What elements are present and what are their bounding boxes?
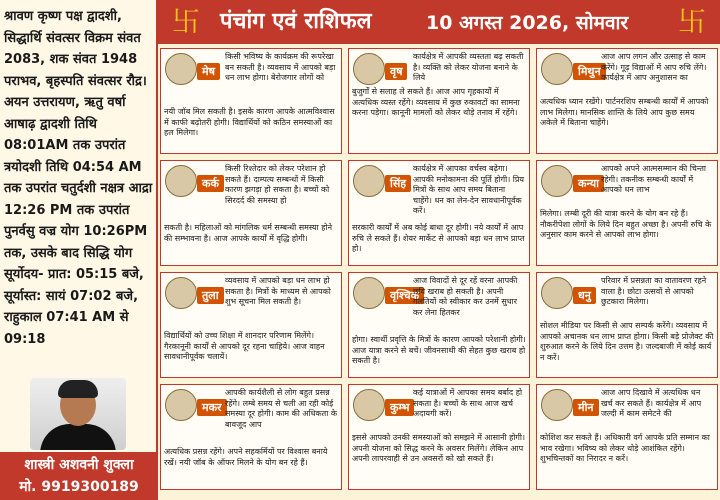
archer-icon — [541, 277, 573, 309]
rashi-text: आज विवादों से दूर रहें वरना आपकी छवि खराब हो सकती है। अपनी गलतियों को स्वीकार कर उनमें सुधार कर लेना हितकर — [413, 276, 518, 317]
rashi-text-cont: होगा। स्वार्थी प्रवृत्ति के मित्रों के कारण आपको परेशानी होगी। आज यात्रा करने से बचें। जीवनसाथी की सेहत कुछ खराब हो सकती है। — [352, 335, 526, 365]
page-date: 10 अगस्त 2026, सोमवार — [426, 12, 629, 34]
astrologer-phone: मो. 9919300189 — [19, 479, 139, 495]
rashi-text-cont: सोशल मीडिया पर किसी से आप सम्पर्क करेंगे। व्यवसाय में आपको अचानक धन लाभ प्राप्त होगा। किसी बड़े प्रोजेक्ट की शुरुआत करने के लिये दिन उत्तम है। जल्दबाजी में कोई कार्य न करें। — [540, 321, 714, 362]
rashi-card-dhanu — [536, 272, 718, 378]
rashi-text: कार्यक्षेत्र में आपका वर्चस्व बढ़ेगा। आपकी मनोकामना की पूर्ति होगी। प्रिय मित्रों के साथ आप समय बिताना चाहेंगे। धन का लेन-देन सावधानीपूर्वक करें। — [413, 164, 525, 215]
rashi-text-cont: विद्यार्थियों को उच्च शिक्षा में शानदार परिणाम मिलेंगे। गैरकानूनी कार्यों से आपको दूर रहना चाहिये। आज वाहन सावधानीपूर्वक चलायें। — [164, 331, 325, 361]
rashi-text: किसी भविष्य के कार्यक्रम की रूपरेखा बन सकती है। व्यवसाय में आपको बड़ा धन लाभ होगा। बेरोजगार लोगों को — [225, 52, 336, 82]
rashi-card-kanya — [536, 160, 718, 266]
twins-icon — [541, 53, 573, 85]
rashi-name: सिंह — [385, 175, 411, 192]
rashi-text: कई यात्राओं में आपका समय बर्बाद हो सकता है। बच्चों के साथ आज खर्च अदायगी करें। — [413, 388, 523, 418]
scales-icon — [165, 277, 197, 309]
rashi-name: कुम्भ — [385, 399, 414, 416]
rashi-card-tula — [160, 272, 342, 378]
pitcher-icon — [353, 389, 385, 421]
rashi-name: वृश्चिक — [385, 287, 424, 304]
rashi-card-makar — [160, 384, 342, 490]
rashi-name: मीन — [573, 399, 599, 416]
rashi-text: परिवार में प्रसन्नता का वातावरण रहने वाला है। छोटा उत्सवों से आपको छुटकारा मिलेगा। — [601, 276, 707, 306]
rashi-card-singh — [348, 160, 530, 266]
rashi-card-mesh — [160, 48, 342, 154]
rashi-name: मेष — [197, 63, 220, 80]
rashi-name: धनु — [573, 287, 596, 304]
panchang-text: श्रावण कृष्ण पक्ष द्वादशी, सिद्धार्थि संवत्सर विक्रम संवत 2083, शक संवत 1948 पराभव, बृहस्पति संवत्सर रौद्र। अयन उत्तरायण, ऋतु वर्षा आषाढ़ द्वादशी तिथि 08:01AM तक उपरांत त्रयोदशी तिथि 04:54 AM तक उपरांत चतुर्दशी नक्षत्र आद्रा 12:26 PM तक उपरांत पुनर्वसु वज्र योग 10:26PM तक, उसके बाद सिद्धि योग सूर्योदय- प्रात: 05:15 बजे, सूर्यास्त: सायं 07:02 बजे, राहुकाल 07:41 AM से 09:18 — [4, 9, 153, 347]
ram-icon — [165, 53, 197, 85]
rashi-text: आपकी कार्यशैली से लोग बहुत प्रसन्न रहेंगे। लम्बे समय से चली आ रही कोई समस्या दूर होगी। काम की अधिकता के बावजूद आप — [225, 388, 337, 429]
rashi-name: कर्क — [197, 175, 224, 192]
rashi-text: किसी रिश्तेदार को लेकर परेशान हो सकते हैं। दाम्पत्य सम्बन्धों में किसी कारण झगड़ा हो सकता है। बच्चों को सिरदर्द की समस्या हो — [225, 164, 330, 205]
lion-icon — [353, 165, 385, 197]
swastik-left-icon: 卐 — [172, 5, 201, 38]
goat-icon — [165, 389, 197, 421]
rashi-card-mithun — [536, 48, 718, 154]
astrologer-nameplate — [0, 452, 158, 500]
rashi-text-cont: अत्यधिक ध्यान रखेंगे। पार्टनरशिप सम्बन्धी कार्यों में आपको लाभ मिलेगा। मानसिक शान्ति के लिये आप कुछ समय अकेले में बिताना चाहेंगे। — [540, 97, 709, 127]
rashi-text-cont: बुजुर्गों से सलाह ले सकते हैं। आज आप गृहकार्यों में अत्यधिक व्यस्त रहेंगे। व्यवसाय में कुछ रुकावटों का सामना करना पड़ेगा। कानूनी मामलों को लेकर थोड़े तनाव में रहेंगे। — [352, 87, 520, 117]
rashi-card-kumbh — [348, 384, 530, 490]
scorpion-icon — [353, 277, 385, 309]
rashi-text-cont: इससे आपको उनकी समस्याओं को समझने में आसानी होगी। अपनी योजना को सिद्ध करने के अवसर मिलेंगे। लेकिन आप अपनी लापरवाही से उन अवसरों को खो सकते हैं। — [352, 433, 526, 463]
rashi-card-vrish — [348, 48, 530, 154]
rashi-text: आपको अपने आत्मसम्मान की चिन्ता रहेगी। तकनीक सम्बन्धी कार्यों में आपको धन लाभ — [601, 164, 706, 194]
rashi-text: कार्यक्षेत्र में आपकी व्यस्तता बढ़ सकती है। व्यक्ति को लेकर योजना बनाने के लिये — [413, 52, 524, 82]
maiden-icon — [541, 165, 573, 197]
rashi-name: वृष — [385, 63, 407, 80]
rashi-text-cont: सरकारी कार्यों में अब कोई बाधा दूर होगी। नये कार्यों में आप रुचि ले सकते हैं। शेयर मार्केट से आपको बड़ा धन लाभ प्राप्त हो। — [352, 223, 525, 253]
rashi-grid — [160, 48, 718, 498]
page-title: पंचांग एवं राशिफल — [220, 9, 372, 34]
rashi-text-cont: कोशिश कर सकते हैं। अधिकारी वर्ग आपके प्रति सम्मान का भाव रखेगा। भविष्य को लेकर थोड़े आशंकित रहेंगे। शुभचिन्तकों का निरादर न करें। — [540, 433, 710, 463]
rashi-card-meen — [536, 384, 718, 490]
rashi-text-cont: नयी जॉब मिल सकती है। इसके कारण आपके आत्मविश्वास में काफी बढ़ोतरी होगी। विद्यार्थियों को कठिन समस्याओं का हल मिलेगा। — [164, 107, 335, 137]
rashi-text: व्यवसाय में आपको बड़ा धन लाभ हो सकता है। मित्रों के माध्यम से आपको शुभ सूचना मिल सकती है। — [225, 276, 331, 306]
rashi-text-cont: मिलेगा। लम्बी दूरी की यात्रा करने के योग बन रहे हैं। नौकरीपेशा लोगों के लिये दिन बहुत अच्छा है। अपनी रुचि के अनुसार काम करने से आपको लाभ होगा। — [540, 209, 712, 239]
rashi-card-kark — [160, 160, 342, 266]
bull-icon — [353, 53, 385, 85]
astrologer-photo — [30, 378, 126, 450]
rashi-text-cont: अत्यधिक प्रसन्न रहेंगे। अपने सहकर्मियों पर विश्वास बनाये रखें। नयी जॉब के ऑफर मिलने के योग बन रहे हैं। — [164, 447, 328, 467]
rashi-name: मिथुन — [573, 63, 606, 80]
swastik-right-icon: 卐 — [678, 5, 707, 38]
astrologer-name: शास्त्री अशवनी शुक्ला — [24, 457, 134, 473]
page-header — [158, 0, 720, 44]
rashi-name: तुला — [197, 287, 224, 304]
panchang-panel — [0, 0, 158, 500]
rashi-name: मकर — [197, 399, 227, 416]
rashi-text: आज आप दिखावे में अत्यधिक धन खर्च कर सकते हैं। कार्यक्षेत्र में आप जल्दी में काम समेटने की — [601, 388, 702, 418]
rashi-card-vrishchik — [348, 272, 530, 378]
rashi-name: कन्या — [573, 175, 604, 192]
rashi-text-cont: सकती है। महिलाओं को मांगलिक धर्म सम्बन्धी समस्या होने की सम्भावना है। आज आपके कार्यों में वृद्धि होगी। — [164, 223, 333, 243]
fish-icon — [541, 389, 573, 421]
rashi-text: आज आप लगन और उत्साह से काम करेंगे। गूढ़ विद्याओं में आप रुचि लेंगे। कार्यक्षेत्र में आप अनुशासन का — [601, 52, 707, 82]
crab-icon — [165, 165, 197, 197]
